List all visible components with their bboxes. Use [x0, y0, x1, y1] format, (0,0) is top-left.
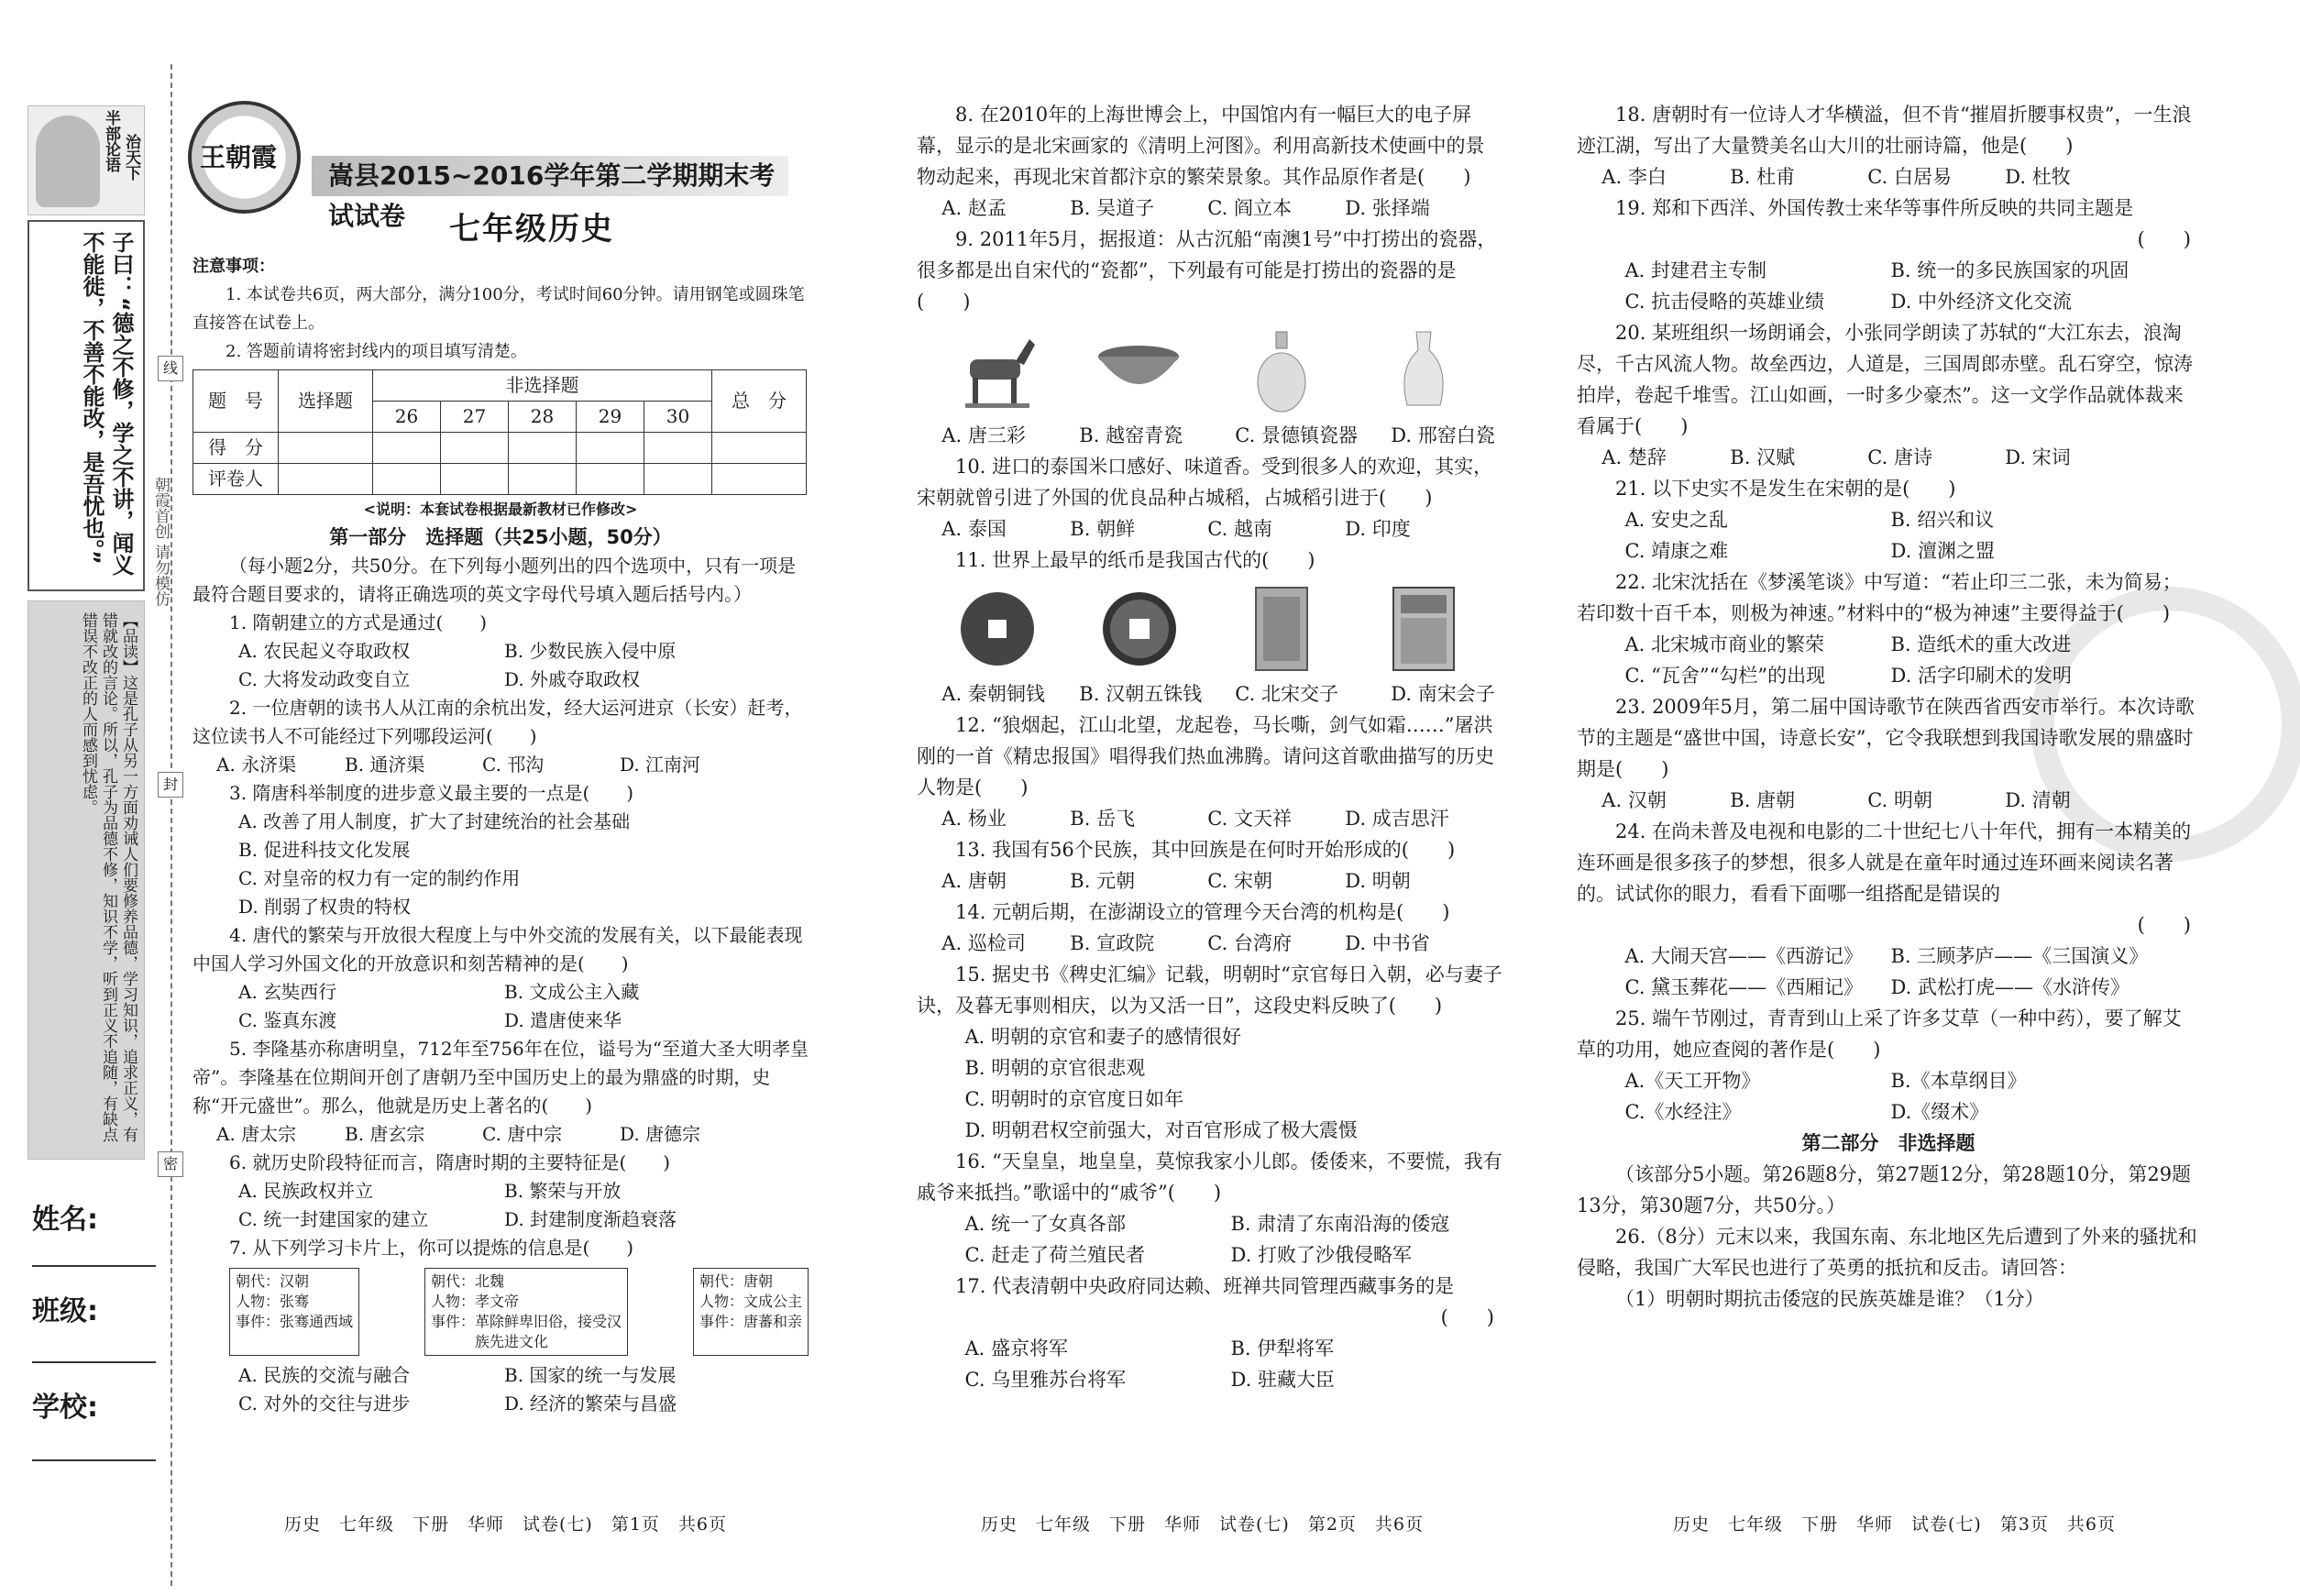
q1-stem: 1. 隋朝建立的方式是通过( )	[229, 611, 488, 633]
class-field[interactable]	[32, 1361, 156, 1363]
seal-tag-secret: 密	[158, 1151, 183, 1177]
seal-tag-line: 线	[158, 356, 183, 381]
q11-b[interactable]: B. 汉朝五铢钱	[1079, 683, 1203, 705]
q15-d[interactable]: D. 明朝君权空前强大，对百官形成了极大震慑	[964, 1119, 1358, 1141]
card-line: 朝代：北魏	[430, 1272, 504, 1290]
q2-d[interactable]: D. 江南河	[620, 754, 701, 776]
page-footer-1: 历史 七年级 下册 华师 试卷(七) 第1页 共6页	[284, 1514, 728, 1535]
q17-options	[917, 1333, 1503, 1395]
yue-celadon-bowl-image	[1095, 329, 1183, 412]
name-field[interactable]	[32, 1265, 156, 1267]
q4-b[interactable]: B. 文成公主入藏	[504, 981, 640, 1003]
card-line: 人物：文成公主	[699, 1293, 802, 1310]
q4-options	[193, 978, 809, 1035]
q24-options	[1577, 941, 2200, 1003]
score-col-30: 30	[644, 402, 712, 433]
q16-c[interactable]: C. 赶走了荷兰殖民者	[964, 1244, 1146, 1266]
q3-stem: 3. 隋唐科举制度的进步意义最主要的一点是( )	[229, 782, 634, 804]
q14-stem: 14. 元朝后期，在澎湖设立的管理今天台湾的机构是( )	[955, 901, 1450, 923]
left-strip	[28, 105, 147, 1160]
jingdezhen-porcelain-image	[1238, 329, 1325, 412]
q25-c[interactable]: C.《水经注》	[1624, 1101, 1742, 1123]
q8-options	[917, 193, 1503, 224]
q20-b[interactable]: B. 汉赋	[1730, 446, 1796, 468]
q14-d[interactable]: D. 中书省	[1345, 932, 1430, 954]
q9-a[interactable]: A. 唐三彩	[941, 424, 1026, 446]
q9-b[interactable]: B. 越窑青瓷	[1079, 424, 1183, 446]
q18-c[interactable]: C. 白居易	[1867, 166, 1952, 188]
q12-options	[917, 803, 1503, 834]
q7-cards	[229, 1268, 809, 1356]
q5-options	[193, 1120, 809, 1149]
q8-b[interactable]: B. 吴道子	[1070, 197, 1155, 219]
q6-options	[193, 1177, 809, 1234]
wuzhu-coin-image	[1095, 588, 1183, 670]
score-cell[interactable]	[509, 433, 577, 464]
q8-a[interactable]: A. 赵孟	[941, 197, 1007, 219]
q12-d[interactable]: D. 成吉思汗	[1345, 808, 1449, 830]
q11-images	[953, 583, 1503, 675]
score-row-marker: 评卷人	[193, 464, 279, 495]
seal-line	[171, 64, 172, 1586]
q23-d[interactable]: D. 清朝	[2005, 789, 2071, 811]
q20-c[interactable]: C. 唐诗	[1867, 446, 1932, 468]
xing-white-porcelain-image	[1380, 329, 1467, 412]
pindu-text: 【品读】这是孔子从另一方面劝诫人们要修养品德，学习知识，追求正义，有错就改的言论。所以，孔子为品德不修，知识不学，听到正义不追随，有缺点错误不改正的人而感到忧虑。	[79, 612, 138, 1142]
quote-text: 子曰：“德之不修，学之不讲，闻义不能徙，不善不能改，是吾忧也。”	[79, 231, 134, 576]
q23-b[interactable]: B. 唐朝	[1730, 789, 1796, 811]
score-row-score: 得 分	[193, 433, 279, 464]
q12-a[interactable]: A. 杨业	[941, 808, 1007, 830]
subject-title: 七年级历史	[449, 211, 614, 248]
q17-a[interactable]: A. 盛京将军	[964, 1337, 1069, 1359]
score-cell[interactable]	[373, 433, 441, 464]
q3-b[interactable]: B. 促进科技文化发展	[238, 839, 411, 861]
score-h-total: 总 分	[712, 370, 807, 433]
q23-a[interactable]: A. 汉朝	[1601, 789, 1667, 811]
q9-images	[953, 325, 1503, 416]
q12-b[interactable]: B. 岳飞	[1070, 808, 1136, 830]
notice-1: 1. 本试卷共6页，两大部分，满分100分，考试时间60分钟。请用钢笔或圆珠笔直接答在试卷上。	[193, 285, 805, 333]
score-cell[interactable]	[441, 433, 509, 464]
q13-stem: 13. 我国有56个民族，其中回族是在何时开始形成的( )	[955, 839, 1456, 861]
q12-c[interactable]: C. 文天祥	[1207, 808, 1292, 830]
score-cell[interactable]	[279, 433, 373, 464]
q5-b[interactable]: B. 唐玄宗	[345, 1123, 425, 1145]
q22-stem: 22. 北宋沈括在《梦溪笔谈》中写道：“若止印三二张，未为简易；若印数十百千本，则极为神速。”材料中的“极为神速”主要得益于( )	[1577, 571, 2182, 624]
q6-b[interactable]: B. 繁荣与开放	[504, 1180, 622, 1202]
q12-stem: 12. “狼烟起，江山北望，龙起卷，马长嘶，剑气如霜……”屠洪刚的一首《精忠报国》唱得我们热血沸腾。请问这首歌曲描写的历史人物是( )	[917, 714, 1494, 798]
q13-a[interactable]: A. 唐朝	[941, 870, 1007, 892]
column-3	[1577, 99, 2200, 1315]
q2-stem: 2. 一位唐朝的读书人从江南的余杭出发，经大运河进京（长安）赶考，这位读书人不可能经过下列哪段运河( )	[193, 697, 803, 747]
column-2	[917, 99, 1503, 1395]
banner-text-2: 治天下	[122, 134, 140, 181]
q10-b[interactable]: B. 朝鲜	[1070, 518, 1136, 540]
study-card-beiwei	[424, 1268, 628, 1356]
q6-c[interactable]: C. 统一封建国家的建立	[238, 1208, 429, 1230]
name-label: 姓名:	[32, 1204, 98, 1236]
jiaozi-banknote-image	[1238, 588, 1325, 670]
q14-c[interactable]: C. 台湾府	[1207, 932, 1292, 954]
q9-c[interactable]: C. 景德镇瓷器	[1235, 424, 1358, 446]
card-line: 人物：孝文帝	[430, 1293, 519, 1310]
q23-c[interactable]: C. 明朝	[1867, 789, 1932, 811]
q10-stem: 10. 进口的泰国米口感好、味道香。受到很多人的欢迎，其实，宋朝就曾引进了外国的优良品种占城稻，占城稻引进于( )	[917, 456, 1493, 509]
q22-b[interactable]: B. 造纸术的重大改进	[1890, 633, 2072, 655]
q7-d[interactable]: D. 经济的繁荣与昌盛	[504, 1392, 677, 1414]
q15-b[interactable]: B. 明朝的京官很悲观	[964, 1057, 1146, 1079]
q8-stem: 8. 在2010年的上海世博会上，中国馆内有一幅巨大的电子屏幕，显示的是北宋画家的《清明上河图》。利用高新技术使画中的景物动起来，再现北宋首都汴京的繁荣景象。其作品原作者是( )	[917, 104, 1485, 188]
banner-box	[28, 105, 145, 215]
q18-options	[1577, 161, 2200, 193]
huizi-banknote-image	[1380, 588, 1467, 670]
q6-d[interactable]: D. 封建制度渐趋衰落	[504, 1208, 677, 1230]
card-line: 事件：革除鲜卑旧俗，接受汉	[430, 1313, 622, 1330]
q25-a[interactable]: A.《天工开物》	[1624, 1070, 1761, 1092]
q22-c[interactable]: C. “瓦舍”“勾栏”的出现	[1624, 665, 1826, 687]
q25-stem: 25. 端午节刚过，青青到山上采了许多艾草（一种中药），要了解艾草的功用，她应查阅的著作是( )	[1577, 1007, 2182, 1061]
q2-c[interactable]: C. 邗沟	[482, 754, 545, 776]
score-h-num: 题 号	[193, 370, 279, 433]
q2-b[interactable]: B. 通济渠	[345, 754, 425, 776]
q1-options	[193, 637, 809, 694]
q18-d[interactable]: D. 杜牧	[2005, 166, 2071, 188]
q16-stem: 16. “天皇皇，地皇皇，莫惊我家小儿郎。倭倭来，不要慌，我有戚爷来抵挡。”歌谣中的“戚爷”( )	[917, 1150, 1502, 1204]
q13-d[interactable]: D. 明朝	[1345, 870, 1411, 892]
part1-intro: （每小题2分，共50分。在下列每小题列出的四个选项中，只有一项是最符合题目要求的，请将正确选项的英文字母代号填入题后括号内。）	[193, 555, 797, 605]
q17-c[interactable]: C. 乌里雅苏台将军	[964, 1369, 1127, 1391]
q20-stem: 20. 某班组织一场朗诵会，小张同学朗读了苏轼的“大江东去，浪淘尽，千古风流人物。故垒西边，人道是，三国周郎赤壁。乱石穿空，惊涛拍岸，卷起千堆雪。江山如画，一时多少豪杰”。这一文学作品就体裁来看属于( )	[1577, 322, 2193, 437]
q25-b[interactable]: B.《本草纲目》	[1890, 1070, 2027, 1092]
q20-a[interactable]: A. 楚辞	[1601, 446, 1667, 468]
q21-stem: 21. 以下史实不是发生在宋朝的是( )	[1615, 478, 1956, 500]
q17-b[interactable]: B. 伊犁将军	[1230, 1337, 1335, 1359]
q10-d[interactable]: D. 印度	[1345, 518, 1411, 540]
q4-a[interactable]: A. 玄奘西行	[238, 981, 337, 1003]
q7-a[interactable]: A. 民族的交流与融合	[238, 1364, 411, 1386]
q13-b[interactable]: B. 元朝	[1070, 870, 1136, 892]
part2-title: 第二部分 非选择题	[1801, 1132, 1975, 1154]
score-h-nonchoice: 非选择题	[373, 370, 712, 402]
q11-options	[917, 678, 1503, 710]
tang-sancai-horse-image	[953, 329, 1040, 412]
q25-options	[1577, 1065, 2200, 1128]
scholar-figure	[36, 116, 100, 207]
q25-d[interactable]: D.《缀术》	[1890, 1101, 1989, 1123]
q10-a[interactable]: A. 泰国	[941, 518, 1007, 540]
q4-d[interactable]: D. 遣唐使来华	[504, 1009, 622, 1031]
q17-paren: ( )	[1440, 1306, 1494, 1328]
q20-options	[1577, 442, 2200, 473]
q17-d[interactable]: D. 驻藏大臣	[1230, 1369, 1335, 1391]
q5-d[interactable]: D. 唐德宗	[620, 1123, 701, 1145]
seal-note: 朝霞首创 请勿模仿	[151, 477, 170, 607]
q5-c[interactable]: C. 唐中宗	[482, 1123, 563, 1145]
q5-stem: 5. 李隆基亦称唐明皇，712年至756年在位，谥号为“至道大圣大明孝皇帝”。李隆基在位期间开创了唐朝乃至中国历史上的最为鼎盛的时期，史称“开元盛世”。那么，他就是历史上著名的( )	[193, 1038, 809, 1117]
school-label: 学校:	[32, 1392, 98, 1424]
q6-stem: 6. 就历史阶段特征而言，隋唐时期的主要特征是( )	[229, 1151, 671, 1173]
q1-a[interactable]: A. 农民起义夺取政权	[238, 640, 411, 662]
score-cell[interactable]	[577, 464, 644, 495]
q2-a[interactable]: A. 永济渠	[216, 754, 297, 776]
q7-options	[193, 1361, 809, 1418]
q15-c[interactable]: C. 明朝时的京官度日如年	[964, 1088, 1184, 1110]
card-line: 人物：张骞	[236, 1293, 310, 1310]
school-field[interactable]	[32, 1459, 156, 1461]
q8-c[interactable]: C. 阎立本	[1207, 197, 1292, 219]
q26-sub-1: （1）明朝时期抗击倭寇的民族英雄是谁？（1分）	[1615, 1288, 2044, 1310]
q23-stem: 23. 2009年5月，第二届中国诗歌节在陕西省西安市举行。本次诗歌节的主题是“盛世中国，诗意长安”，它令我联想到我国诗歌发展的鼎盛时期是( )	[1577, 696, 2195, 780]
q9-d[interactable]: D. 邢窑白瓷	[1391, 424, 1495, 446]
q21-options	[1577, 504, 2200, 567]
q10-c[interactable]: C. 越南	[1207, 518, 1272, 540]
q14-a[interactable]: A. 巡检司	[941, 932, 1026, 954]
card-line: 事件：张骞通西域	[236, 1313, 354, 1330]
score-cell[interactable]	[712, 433, 807, 464]
q10-options	[917, 513, 1503, 545]
q13-c[interactable]: C. 宋朝	[1207, 870, 1272, 892]
score-col-27: 27	[441, 402, 509, 433]
q19-stem: 19. 郑和下西洋、外国传教士来华等事件所反映的共同主题是	[1615, 197, 2134, 219]
q7-c[interactable]: C. 对外的交往与进步	[238, 1392, 411, 1414]
q7-stem: 7. 从下列学习卡片上，你可以提炼的信息是( )	[229, 1237, 634, 1259]
q24-stem: 24. 在尚未普及电视和电影的二十世纪七八十年代，拥有一本精美的连环画是很多孩子的梦想，很多人就是在童年时通过连环画来阅读名著的。试试你的眼力，看看下面哪一组搭配是错误的	[1577, 820, 2192, 905]
q4-stem: 4. 唐代的繁荣与开放很大程度上与中外交流的发展有关，以下最能表现中国人学习外国文化的开放意识和刻苦精神的是( )	[193, 924, 803, 974]
part1-title: 第一部分 选择题（共25小题，50分）	[329, 526, 672, 548]
score-cell[interactable]	[509, 464, 577, 495]
q18-stem: 18. 唐朝时有一位诗人才华横溢，但不肯“摧眉折腰事权贵”，一生浪迹江湖，写出了大量赞美名山大川的壮丽诗篇，他是( )	[1577, 104, 2192, 157]
q16-d[interactable]: D. 打败了沙俄侵略军	[1230, 1244, 1412, 1266]
q11-d[interactable]: D. 南宋会子	[1391, 683, 1495, 705]
q20-d[interactable]: D. 宋词	[2005, 446, 2071, 468]
score-col-28: 28	[509, 402, 577, 433]
q21-b[interactable]: B. 绍兴和议	[1890, 509, 1995, 531]
q22-a[interactable]: A. 北宋城市商业的繁荣	[1624, 633, 1825, 655]
q8-d[interactable]: D. 张择端	[1345, 197, 1430, 219]
score-cell[interactable]	[644, 433, 712, 464]
q1-c[interactable]: C. 大将发动政变自立	[238, 668, 411, 690]
q9-stem: 9. 2011年5月，据报道：从古沉船“南澳1号”中打捞出的瓷器，很多都是出自宋代的“瓷都”，下列最有可能是打捞出的瓷器的是( )	[917, 228, 1497, 313]
q26-stem: 26.（8分）元末以来，我国东南、东北地区先后遭到了外来的骚扰和侵略，我国广大军民也进行了英勇的抵抗和反击。请回答：	[1577, 1226, 2197, 1279]
q22-options	[1577, 629, 2200, 691]
score-cell[interactable]	[577, 433, 644, 464]
q6-a[interactable]: A. 民族政权并立	[238, 1180, 374, 1202]
q16-a[interactable]: A. 统一了女真各部	[964, 1213, 1127, 1235]
q18-b[interactable]: B. 杜甫	[1730, 166, 1796, 188]
q24-paren: ( )	[2137, 914, 2191, 936]
q23-options	[1577, 785, 2200, 816]
q17-stem: 17. 代表清朝中央政府同达赖、班禅共同管理西藏事务的是	[955, 1275, 1455, 1297]
card-line: 族先进文化	[474, 1333, 548, 1350]
banner-text-1: 半部论语	[102, 110, 120, 172]
q11-c[interactable]: C. 北宋交子	[1235, 683, 1338, 705]
score-col-26: 26	[373, 402, 441, 433]
q5-a[interactable]: A. 唐太宗	[216, 1123, 297, 1145]
q11-a[interactable]: A. 秦朝铜钱	[941, 683, 1045, 705]
qin-coin-image	[953, 588, 1040, 670]
quote-box	[28, 220, 145, 591]
q3-c[interactable]: C. 对皇帝的权力有一定的制约作用	[238, 867, 521, 889]
q3-d[interactable]: D. 削弱了权贵的特权	[238, 896, 412, 918]
q19-paren: ( )	[2137, 228, 2191, 250]
q1-d[interactable]: D. 外戚夺取政权	[504, 668, 641, 690]
page-footer-3: 历史 七年级 下册 华师 试卷(七) 第3页 共6页	[1673, 1514, 2117, 1535]
edition-note: <说明：本套试卷根据最新教材已作修改>	[363, 501, 638, 518]
q22-d[interactable]: D. 活字印刷术的发明	[1890, 665, 2072, 687]
score-cell[interactable]	[441, 464, 509, 495]
q9-options	[917, 420, 1503, 451]
q19-options	[1577, 255, 2200, 317]
card-line: 朝代：唐朝	[699, 1272, 773, 1290]
q11-stem: 11. 世界上最早的纸币是我国古代的( )	[955, 549, 1315, 571]
score-table	[193, 369, 807, 495]
page-footer-2: 历史 七年级 下册 华师 试卷(七) 第2页 共6页	[981, 1514, 1425, 1535]
q24-b[interactable]: B. 三顾茅庐——《三国演义》	[1890, 945, 2149, 967]
card-line: 事件：唐蕃和亲	[699, 1313, 802, 1330]
score-cell[interactable]	[279, 464, 373, 495]
study-card-han	[229, 1268, 359, 1356]
q15-stem: 15. 据史书《稗史汇编》记载，明朝时“京官每日入朝，必与妻子诀，及暮无事则相庆，以为又活一日”，这段史料反映了( )	[917, 963, 1502, 1017]
q7-b[interactable]: B. 国家的统一与发展	[504, 1364, 677, 1386]
q19-d[interactable]: D. 中外经济文化交流	[1890, 291, 2072, 313]
notice-title: 注意事项：	[193, 257, 275, 276]
score-cell[interactable]	[373, 464, 441, 495]
q18-a[interactable]: A. 李白	[1601, 166, 1667, 188]
q24-d[interactable]: D. 武松打虎——《水浒传》	[1890, 976, 2129, 998]
q21-d[interactable]: D. 澶渊之盟	[1890, 540, 1995, 562]
q19-a[interactable]: A. 封建君主专制	[1624, 259, 1767, 281]
q19-b[interactable]: B. 统一的多民族国家的巩固	[1890, 259, 2129, 281]
seal-tag-seal: 封	[158, 772, 183, 798]
q14-options	[917, 928, 1503, 959]
q21-a[interactable]: A. 安史之乱	[1624, 509, 1729, 531]
score-cell[interactable]	[712, 464, 807, 495]
score-col-29: 29	[577, 402, 644, 433]
exam-title: 嵩县2015~2016学年第二学期期末考试试卷	[312, 156, 788, 196]
part2-intro: （该部分5小题。第26题8分，第27题12分，第28题10分，第29题13分，第30题7分，共50分。）	[1577, 1163, 2192, 1216]
notice-2: 2. 答题前请将密封线内的项目填写清楚。	[226, 342, 527, 361]
q21-c[interactable]: C. 靖康之难	[1624, 540, 1729, 562]
class-label: 班级:	[32, 1295, 98, 1327]
card-line: 朝代：汉朝	[236, 1272, 310, 1290]
q1-b[interactable]: B. 少数民族入侵中原	[504, 640, 677, 662]
q16-b[interactable]: B. 肃清了东南沿海的倭寇	[1230, 1213, 1450, 1235]
q3-a[interactable]: A. 改善了用人制度，扩大了封建统治的社会基础	[238, 810, 631, 832]
q13-options	[917, 865, 1503, 897]
study-card-tang	[693, 1268, 809, 1356]
q24-c[interactable]: C. 黛玉葬花——《西厢记》	[1624, 976, 1864, 998]
q24-a[interactable]: A. 大闹天宫——《西游记》	[1624, 945, 1864, 967]
score-cell[interactable]	[644, 464, 712, 495]
pindu-box	[28, 600, 145, 1160]
q14-b[interactable]: B. 宣政院	[1070, 932, 1155, 954]
q16-options	[917, 1208, 1503, 1271]
q4-c[interactable]: C. 鉴真东渡	[238, 1009, 337, 1031]
q2-options	[193, 751, 809, 779]
q15-a[interactable]: A. 明朝的京官和妻子的感情很好	[964, 1026, 1242, 1048]
brand-logo-text: 王朝霞	[200, 142, 278, 172]
q19-c[interactable]: C. 抗击侵略的英雄业绩	[1624, 291, 1825, 313]
column-1	[193, 252, 809, 1418]
score-h-choice: 选择题	[279, 370, 373, 433]
